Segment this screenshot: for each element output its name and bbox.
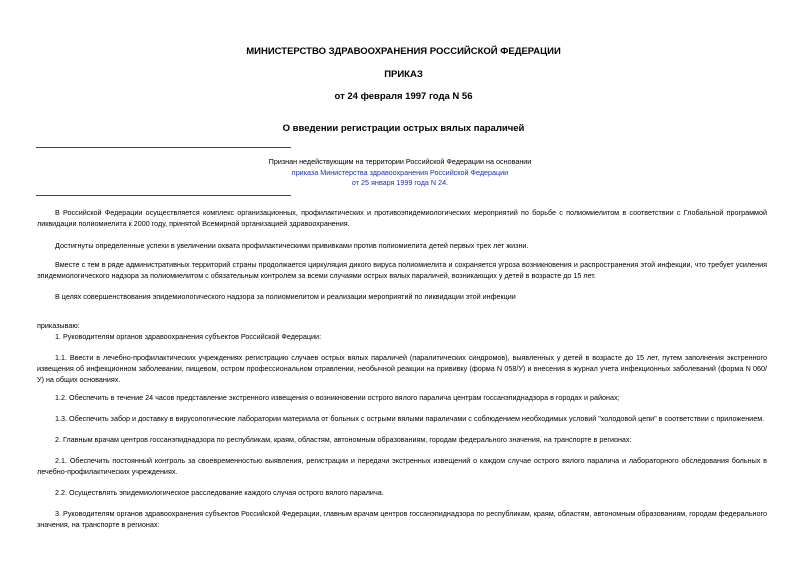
item-1-2-block xyxy=(37,392,767,403)
order-item-1-3: 1.3. Обеспечить забор и доставку в вирусологические лаборатории материала от больных с острыми вялыми параличами с соблюдением необходимых условий "холодовой цепи" в соответствии с приложением. xyxy=(55,414,765,423)
body-p4 xyxy=(37,291,767,302)
notice-link-order[interactable]: приказа Министерства здравоохранения Российской Федерации xyxy=(291,167,509,177)
item-2-block xyxy=(37,434,767,445)
document-title: О введении регистрации острых вялых параличей xyxy=(282,123,525,134)
notice-link-date[interactable]: от 25 января 1999 года N 24. xyxy=(351,178,449,187)
item-1-3-block xyxy=(37,413,767,424)
item-1-block xyxy=(37,331,767,342)
order-item-1: 1. Руководителям органов здравоохранения субъектов Российской Федерации: xyxy=(55,332,322,341)
order-item-1-1: 1.1. Ввести в лечебно-профилактических учреждениях регистрацию случаев острых вялых параличей (паралитических синдромов), выявленных у детей в возрасте до 15 лет, путем заполнения экстренного извещения об инфекционном заболевании, пищевом, остром профессиональном отравлении, необычной реакции на прививку (форма N 058/У) и внесения в журнал учета инфекционных заболеваний (форма N 060/У) на общих основаниях. xyxy=(37,353,767,385)
divider-bottom xyxy=(36,195,291,196)
doc-type-heading: ПРИКАЗ xyxy=(384,69,423,80)
body-p3 xyxy=(37,259,767,281)
paragraph: В Российской Федерации осуществляется комплекс организационных, профилактических и противоэпидемиологических мероприятий по борьбе с полиомиелитом в соответствии с Глобальной программой ликвидации полиомиелита к 2000 году, принятой Всемирной организацией здравоохранения. xyxy=(37,208,767,229)
order-item-1-2: 1.2. Обеспечить в течение 24 часов представление экстренного извещения о возникновении острого вялого паралича центрам госсанэпиднадзора в городах и районах; xyxy=(55,393,620,402)
paragraph: Вместе с тем в ряде административных территорий страны продолжается циркуляция дикого вируса полиомиелита и сохраняется угроза возникновения и распространения этой инфекции, что требует усиления эпидемиологического надзора за полиомиелитом с обязательным контролем за всеми случаями острых вялых параличей, возникающих у детей в возрасте до 15 лет. xyxy=(37,260,767,281)
paragraph: Достигнуты определенные успехи в увеличении охвата профилактическими прививками против полиомиелита детей первых трех лет жизни. xyxy=(55,241,529,250)
ministry-heading: МИНИСТЕРСТВО ЗДРАВООХРАНЕНИЯ РОССИЙСКОЙ ФЕДЕРАЦИИ xyxy=(246,46,561,57)
notice-text: Признан недействующим на территории Российской Федерации на основании xyxy=(268,157,532,166)
item-3-block xyxy=(37,508,767,530)
divider-top xyxy=(36,147,291,148)
body-p2 xyxy=(37,240,767,251)
order-item-3: 3. Руководителям органов здравоохранения субъектов Российской Федерации, главным врачам центров госсанэпиднадзора по республикам, краям, областям, автономным образованиям, городам федерального значения, на транспорте в регионах: xyxy=(37,509,767,530)
item-1-1-block xyxy=(37,352,767,386)
body-p1 xyxy=(37,207,767,229)
order-item-2: 2. Главным врачам центров госсанэпиднадзора по республикам, краям, областям, автономным образованиям, городам федерального значения, на транспорте в регионах: xyxy=(55,435,632,444)
paragraph: В целях совершенствования эпидемиологического надзора за полиомиелитом и реализации мероприятий по ликвидации этой инфекции xyxy=(55,292,516,301)
date-number-heading: от 24 февраля 1997 года N 56 xyxy=(334,91,473,102)
validity-notice xyxy=(180,157,620,189)
order-word-block xyxy=(37,320,767,331)
order-word: приказываю: xyxy=(37,321,80,330)
order-item-2-1: 2.1. Обеспечить постоянный контроль за своевременностью выявления, регистрации и передачи экстренных извещений о каждом случае острого вялого паралича и лабораторного обследования больных в лечебно-профилактических учреждениях. xyxy=(37,456,767,477)
order-item-2-2: 2.2. Осуществлять эпидемиологическое расследование каждого случая острого вялого паралича. xyxy=(55,488,384,497)
item-2-2-block xyxy=(37,487,767,498)
item-2-1-block xyxy=(37,455,767,477)
